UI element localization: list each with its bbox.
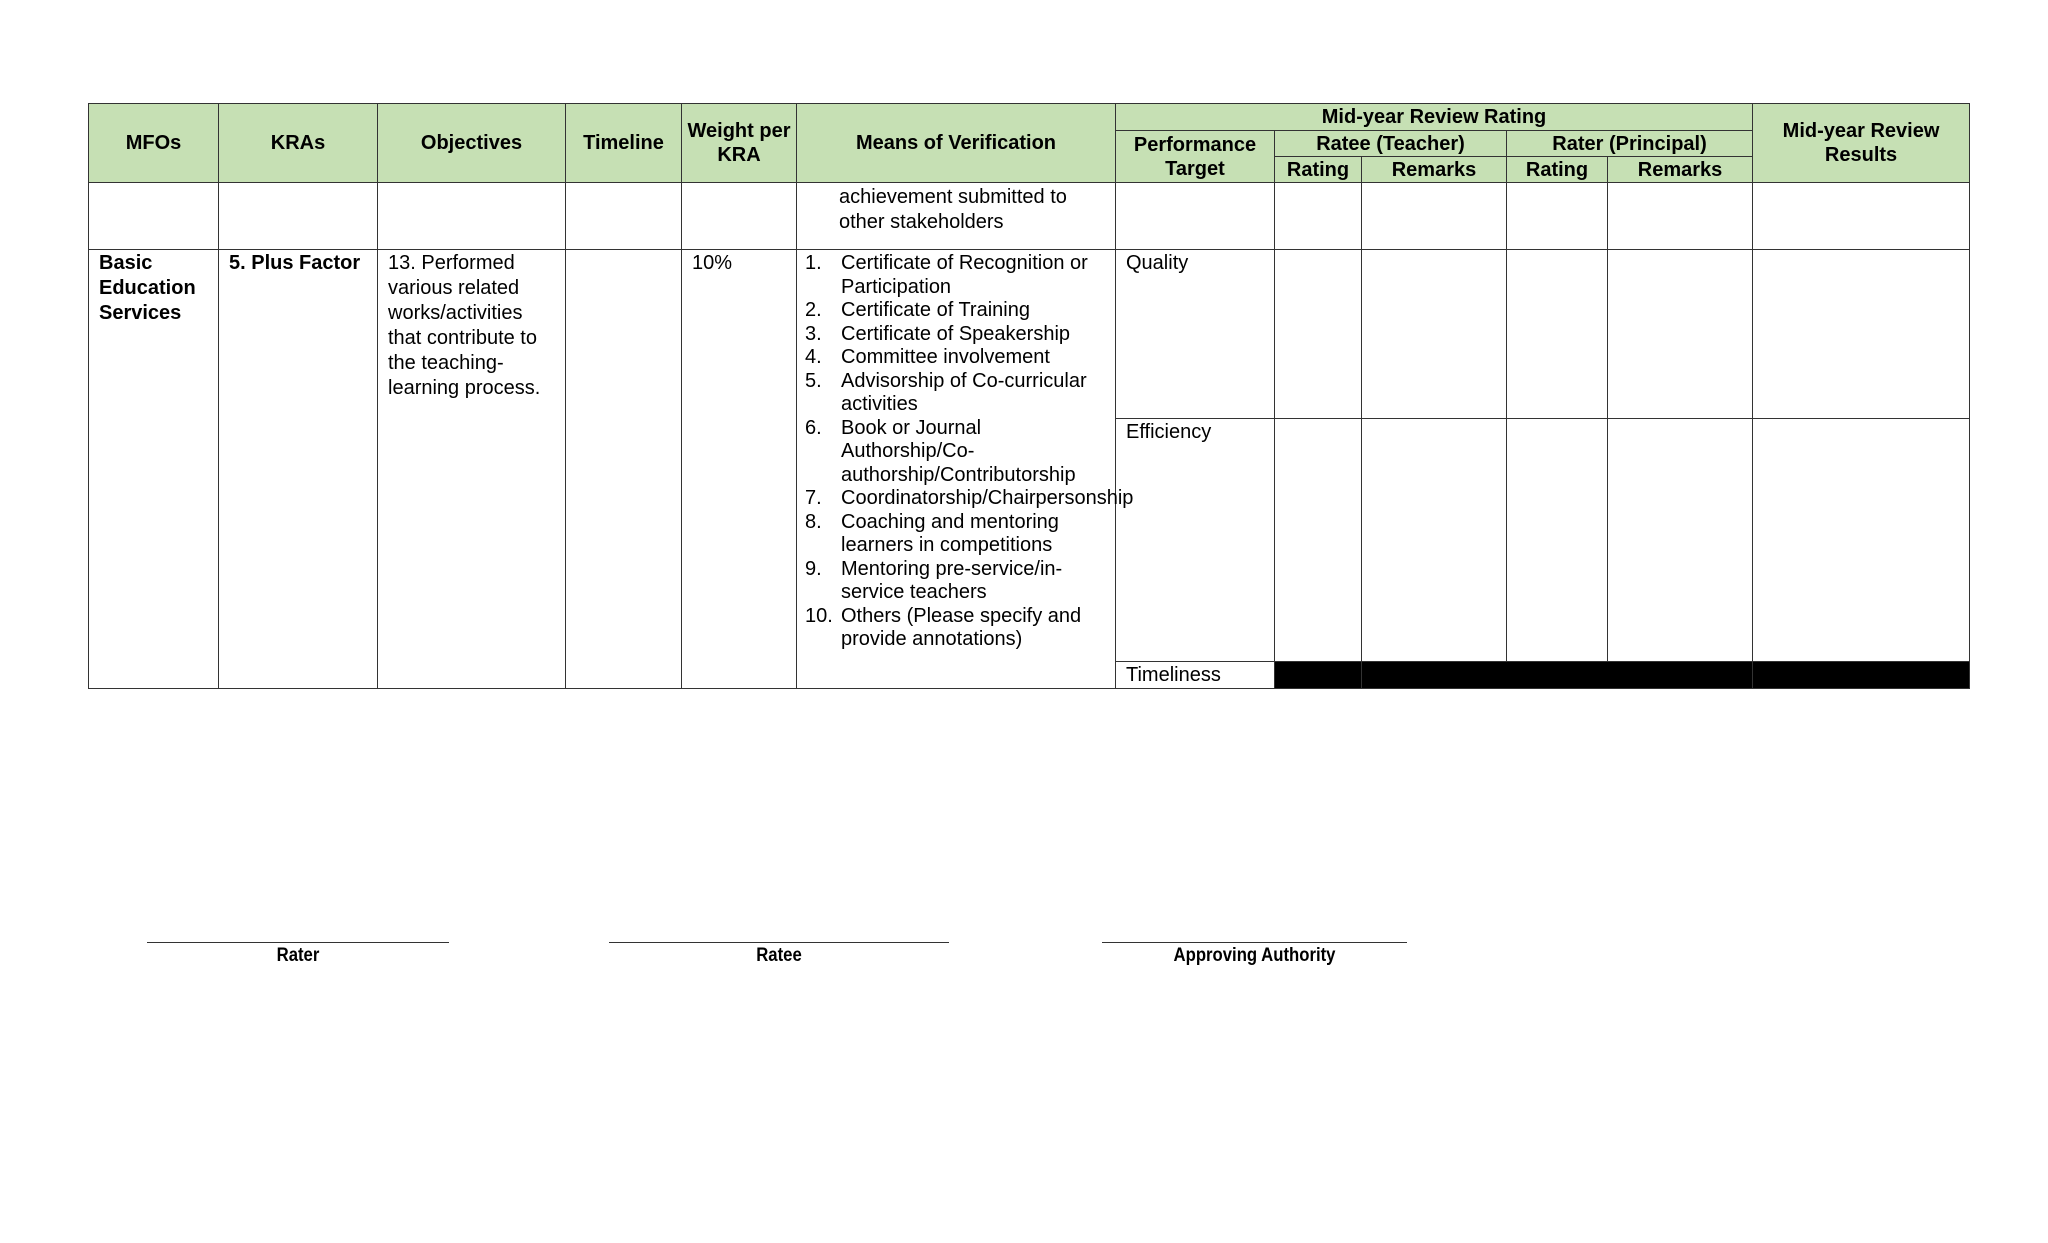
cont-rater-remarks-cell[interactable] <box>1608 183 1753 250</box>
timeliness-results-blackout <box>1753 662 1970 689</box>
efficiency-ratee-remarks-cell[interactable] <box>1362 419 1507 662</box>
signature-rater <box>147 942 449 967</box>
mfo-cell <box>89 250 219 689</box>
cont-target-cell <box>1116 183 1275 250</box>
efficiency-ratee-rating-cell[interactable] <box>1275 419 1362 662</box>
quality-ratee-rating-cell[interactable] <box>1275 250 1362 419</box>
performance-review-table <box>88 103 1970 689</box>
signature-approving-authority <box>1102 942 1407 967</box>
signature-label-approving: Approving Authority <box>1173 945 1336 966</box>
timeline-text <box>566 250 681 251</box>
mov-item <box>805 370 1109 417</box>
mov-item <box>805 558 1109 605</box>
header-ratee-teacher: Ratee (Teacher) <box>1275 131 1507 157</box>
target-efficiency: Efficiency <box>1126 421 1212 443</box>
mov-item <box>805 487 1134 511</box>
kra-text: 5. Plus Factor <box>229 252 361 274</box>
mov-item <box>805 417 1109 488</box>
mov-item <box>805 346 1109 370</box>
header-rater-principal: Rater (Principal) <box>1507 131 1753 157</box>
timeliness-remarks-blackout <box>1362 662 1753 689</box>
mov-item-number: 8. <box>805 510 822 533</box>
mov-item-text: Mentoring pre-service/in-service teachers <box>841 557 1063 603</box>
cont-ratee-remarks-cell[interactable] <box>1362 183 1507 250</box>
mov-item-number: 2. <box>805 299 822 321</box>
target-timeliness-cell <box>1116 662 1275 689</box>
quality-row <box>89 250 1970 419</box>
header-rater-remarks: Remarks <box>1608 157 1753 183</box>
mov-item <box>805 252 1109 299</box>
mov-item-text: Certificate of Recognition or Participation <box>841 252 1088 298</box>
efficiency-results-cell[interactable] <box>1753 419 1970 662</box>
header-midyear-results: Mid-year Review Results <box>1753 104 1970 183</box>
efficiency-rater-rating-cell[interactable] <box>1507 419 1608 662</box>
header-kras: KRAs <box>219 104 378 183</box>
quality-ratee-remarks-cell[interactable] <box>1362 250 1507 419</box>
target-efficiency-cell <box>1116 419 1275 662</box>
objective-cell <box>378 250 566 689</box>
mov-item-text: Advisorship of Co-curricular activities <box>841 369 1087 415</box>
quality-rater-rating-cell[interactable] <box>1507 250 1608 419</box>
mov-item-text: Others (Please specify and provide annotations) <box>841 604 1082 650</box>
mov-item <box>805 299 1109 323</box>
header-rater-rating: Rating <box>1507 157 1608 183</box>
header-midyear-rating: Mid-year Review Rating <box>1116 104 1753 131</box>
header-ratee-remarks: Remarks <box>1362 157 1507 183</box>
mov-item-number: 6. <box>805 416 822 439</box>
mov-item-text: Certificate of Training <box>841 299 1030 321</box>
cont-weight-cell <box>682 183 797 250</box>
cont-results-cell[interactable] <box>1753 183 1970 250</box>
quality-rater-remarks-cell[interactable] <box>1608 250 1753 419</box>
cont-objective-cell <box>378 183 566 250</box>
timeliness-ratee-rating-blackout <box>1275 662 1362 689</box>
mov-item <box>805 323 1109 347</box>
objective-text: 13. Performed various related works/activities that contribute to the teaching-learning process. <box>388 252 541 399</box>
mov-item-number: 7. <box>805 487 822 509</box>
mov-item-number: 9. <box>805 557 822 580</box>
mov-item-text: Certificate of Speakership <box>841 322 1071 345</box>
signature-line-approving[interactable] <box>1102 942 1407 943</box>
cont-mfo-cell <box>89 183 219 250</box>
mov-item-number: 5. <box>805 369 822 392</box>
signature-label-ratee: Ratee <box>756 945 802 966</box>
header-mfos: MFOs <box>89 104 219 183</box>
mov-item-text: Book or Journal Authorship/Co-authorship/Contributorship <box>841 416 1076 486</box>
target-timeliness: Timeliness <box>1126 664 1221 686</box>
mov-item-number: 10. <box>805 604 833 627</box>
means-of-verification-list <box>797 250 1134 652</box>
header-weight: Weight per KRA <box>682 104 797 183</box>
mov-item-number: 4. <box>805 346 822 368</box>
signature-line-ratee[interactable] <box>609 942 949 943</box>
continued-row <box>89 183 1970 250</box>
signature-label-rater: Rater <box>276 945 320 966</box>
mov-item-number: 1. <box>805 252 822 274</box>
mov-item-text: Coaching and mentoring learners in competitions <box>841 510 1059 556</box>
signature-line-rater[interactable] <box>147 942 449 943</box>
efficiency-rater-remarks-cell[interactable] <box>1608 419 1753 662</box>
cont-mov-cell <box>797 183 1116 250</box>
mov-item <box>805 605 1109 652</box>
kra-cell <box>219 250 378 689</box>
timeline-cell[interactable] <box>566 250 682 689</box>
header-timeline: Timeline <box>566 104 682 183</box>
mfo-text: Basic Education Services <box>99 252 196 324</box>
quality-results-cell[interactable] <box>1753 250 1970 419</box>
mov-cell <box>797 250 1134 689</box>
cont-rater-rating-cell[interactable] <box>1507 183 1608 250</box>
cont-ratee-rating-cell[interactable] <box>1275 183 1362 250</box>
cont-kra-cell <box>219 183 378 250</box>
weight-text: 10% <box>692 252 733 274</box>
cont-mov-text: achievement submitted to other stakeholders <box>839 186 1067 233</box>
mov-item-number: 3. <box>805 322 822 345</box>
cont-timeline-cell <box>566 183 682 250</box>
weight-cell <box>682 250 797 689</box>
signature-ratee <box>609 942 949 967</box>
mov-item-text: Coordinatorship/Chairpersonship <box>841 487 1134 509</box>
mov-item <box>805 511 1109 558</box>
header-performance-target: Performance Target <box>1116 131 1275 183</box>
target-quality-cell <box>1116 250 1275 419</box>
header-ratee-rating: Rating <box>1275 157 1362 183</box>
header-means-of-verification: Means of Verification <box>797 104 1116 183</box>
header-objectives: Objectives <box>378 104 566 183</box>
mov-item-text: Committee involvement <box>841 346 1050 368</box>
target-quality: Quality <box>1126 252 1189 274</box>
